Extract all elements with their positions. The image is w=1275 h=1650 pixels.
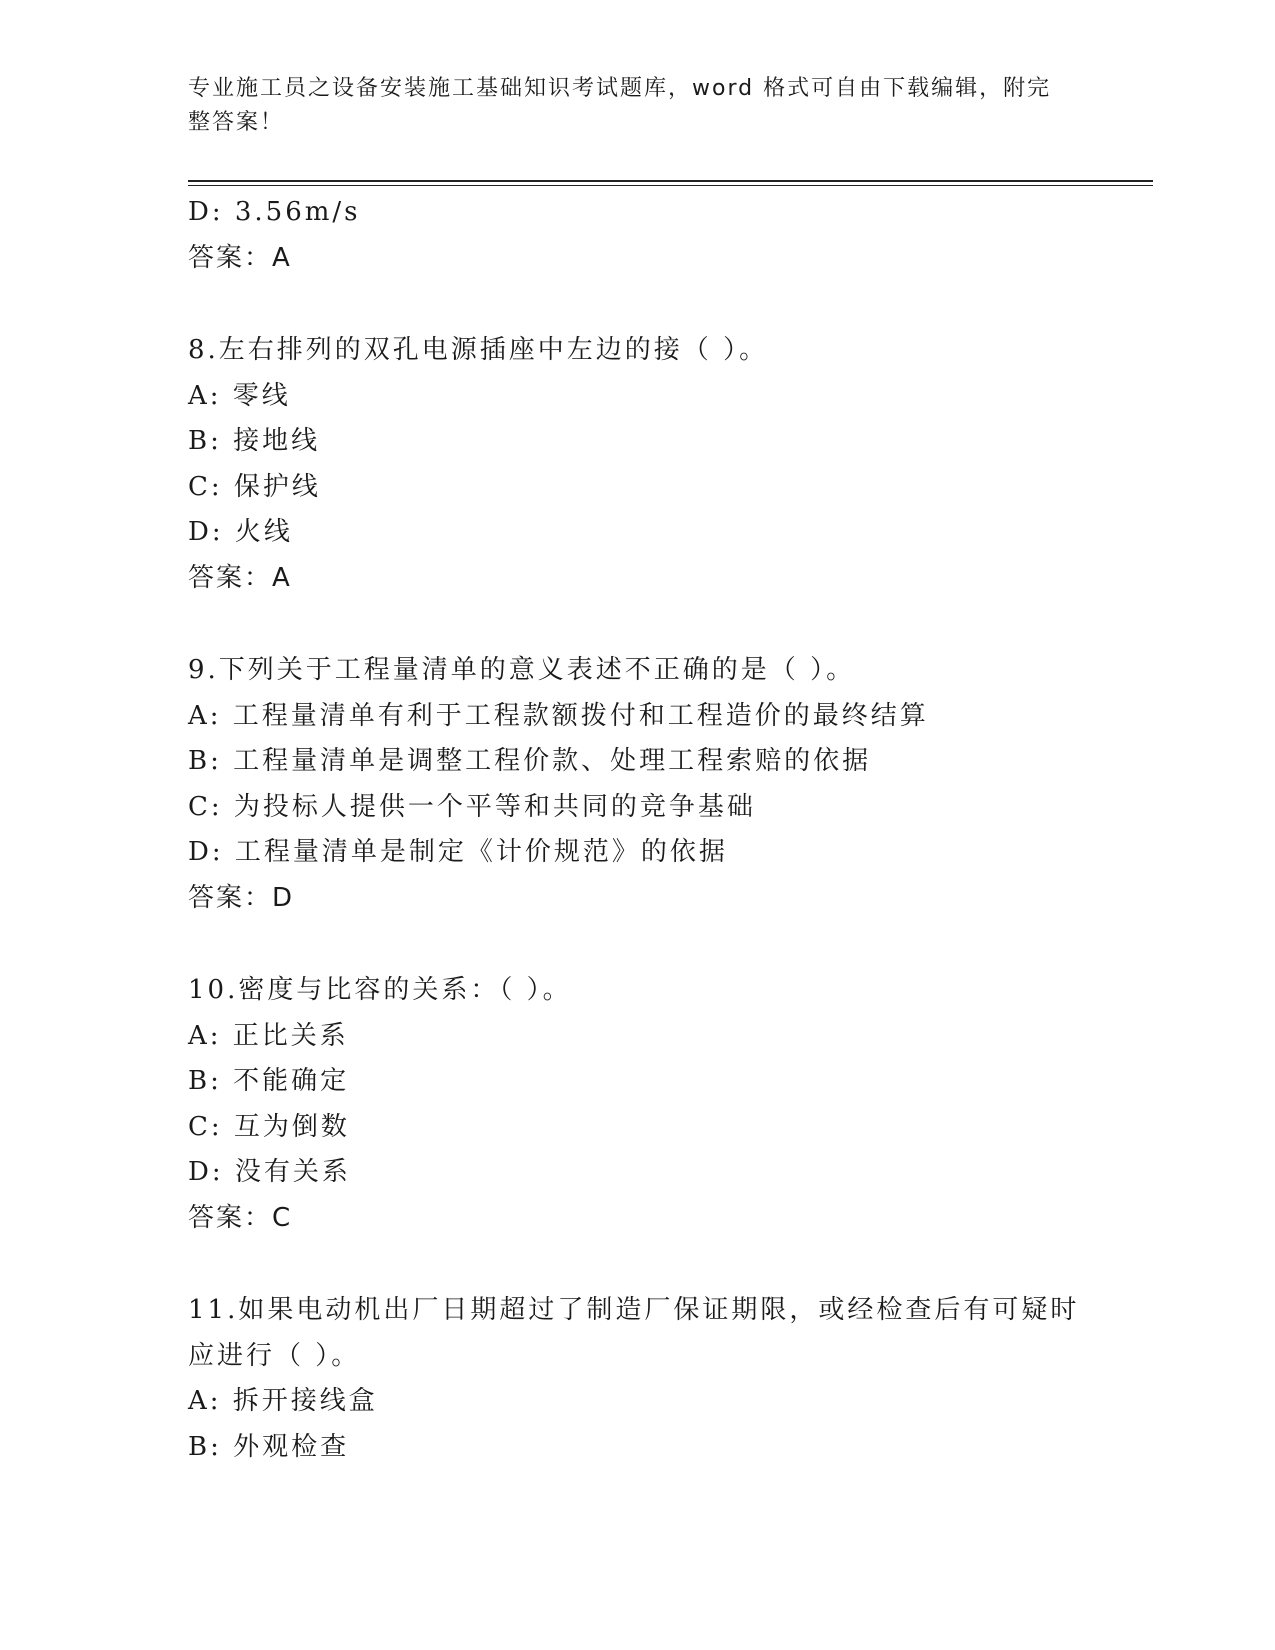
- header-rule-thin: [188, 185, 1153, 186]
- question-stem: 9.下列关于工程量清单的意义表述不正确的是（ ）。: [188, 655, 856, 685]
- option-a: A: 工程量清单有利于工程款额拨付和工程造价的最终结算: [188, 700, 929, 731]
- spacer: [188, 281, 1088, 328]
- option-c: C: 为投标人提供一个平等和共同的竞争基础: [188, 791, 756, 822]
- option-b: B: 不能确定: [188, 1066, 350, 1096]
- option-d: D: 火线: [188, 517, 293, 547]
- question-stem-line-1: 11.如果电动机出厂日期超过了制造厂保证期限，或经检查后有可疑时: [188, 1295, 1080, 1325]
- option-d: D: 没有关系: [188, 1157, 351, 1187]
- document-header: 专业施工员之设备安装施工基础知识考试题库，word 格式可自由下载编辑，附完整答案！: [188, 76, 1052, 135]
- option-c: C: 保护线: [188, 471, 321, 502]
- document-body: [188, 190, 1088, 1470]
- option-a: A: 拆开接线盒: [188, 1386, 378, 1416]
- spacer: [188, 601, 1088, 648]
- answer-line: 答案：A: [188, 562, 292, 593]
- header-rule-thick: [188, 180, 1153, 182]
- option-c: C: 互为倒数: [188, 1111, 350, 1142]
- question-8: [188, 328, 1088, 601]
- question-stem: 10.密度与比容的关系：（ ）。: [188, 975, 572, 1005]
- answer-line: 答案：D: [188, 882, 295, 913]
- question-11: [188, 1288, 1088, 1470]
- option-d: D: 工程量清单是制定《计价规范》的依据: [188, 837, 728, 867]
- option-b: B: 工程量清单是调整工程价款、处理工程索赔的依据: [188, 746, 872, 776]
- question-stem-line-2: 应进行（ ）。: [188, 1340, 361, 1371]
- question-stem: 8.左右排列的双孔电源插座中左边的接（ ）。: [188, 335, 769, 365]
- answer-line: 答案：C: [188, 1202, 293, 1233]
- spacer: [188, 921, 1088, 968]
- option-b: B: 外观检查: [188, 1431, 350, 1462]
- question-9: [188, 648, 1088, 921]
- answer-line: 答案：A: [188, 242, 292, 273]
- question-10: [188, 968, 1088, 1241]
- option-d: D: 3.56m/s: [188, 197, 361, 227]
- option-b: B: 接地线: [188, 426, 321, 456]
- option-a: A: 正比关系: [188, 1020, 349, 1051]
- option-a: A: 零线: [188, 380, 291, 411]
- spacer: [188, 1241, 1088, 1288]
